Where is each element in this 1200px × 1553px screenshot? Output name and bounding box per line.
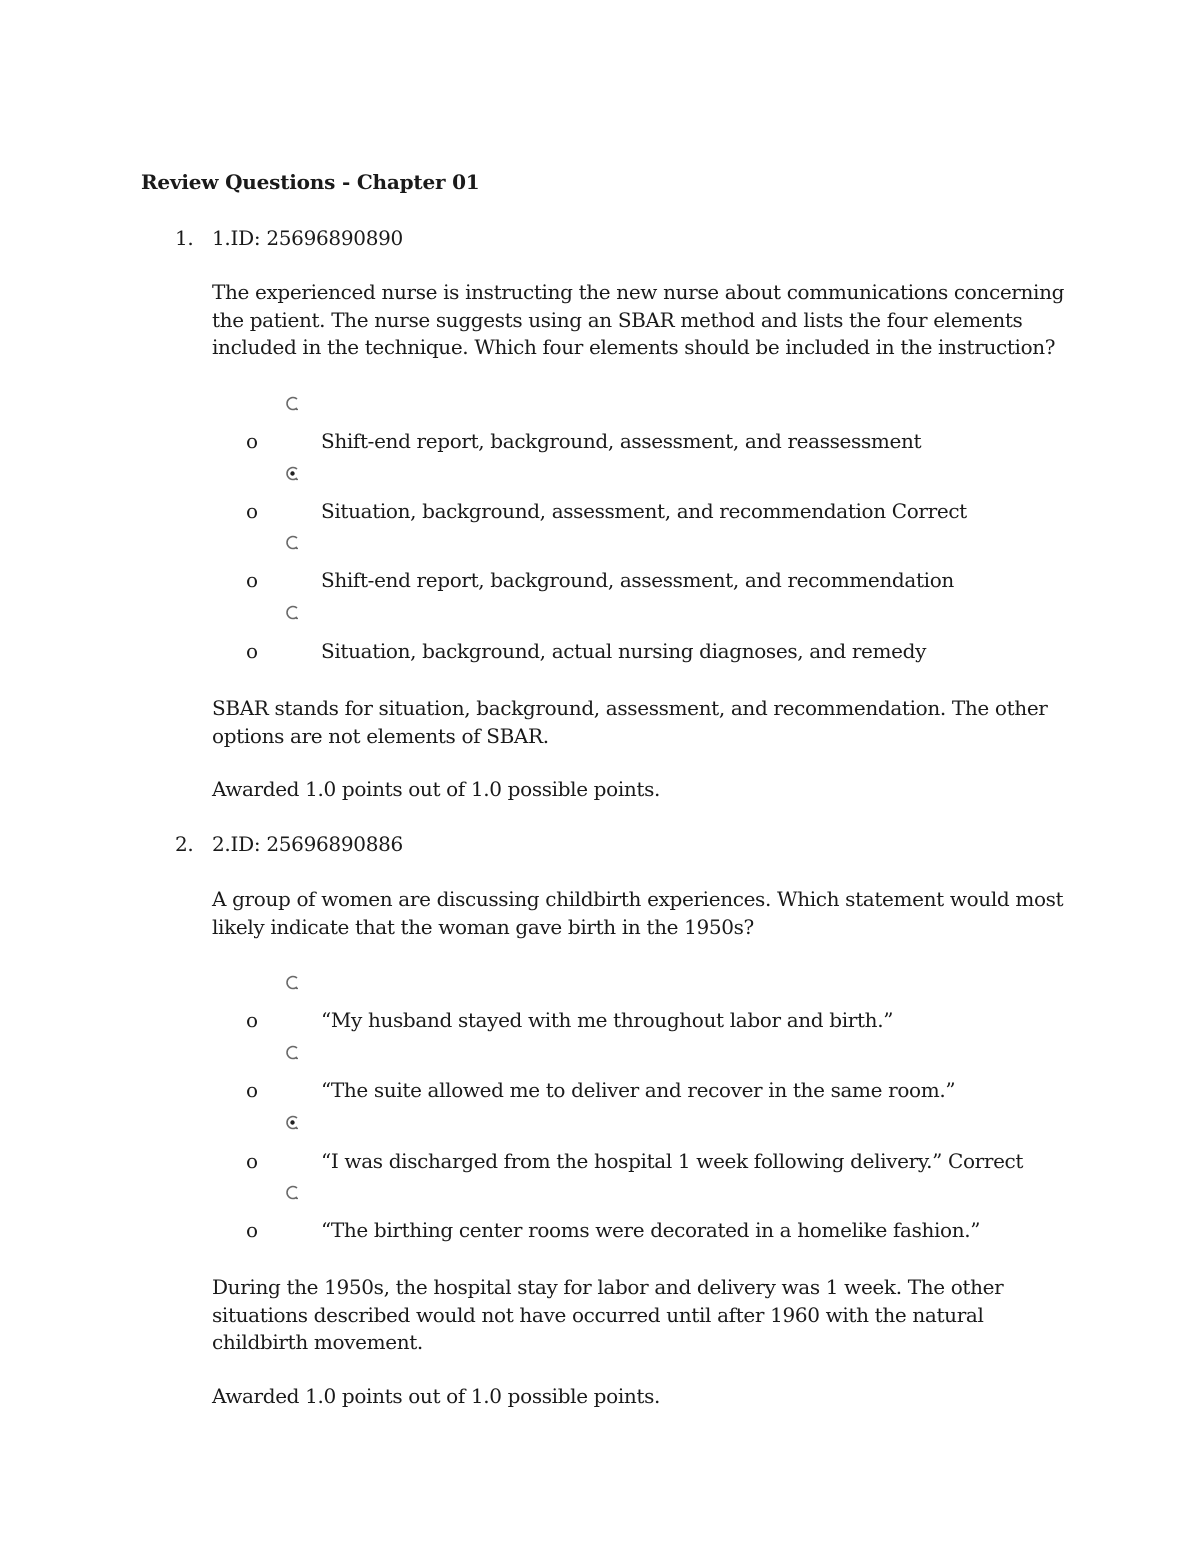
radio-selected-icon[interactable] <box>285 466 300 481</box>
radio-unselected-icon[interactable] <box>285 605 300 620</box>
question-2-rationale: During the 1950s, the hospital stay for labor and delivery was 1 week. The other situations described would not have occurred until after 1960 with the natural childbirth movement. <box>212 1275 1004 1354</box>
question-2-score: Awarded 1.0 points out of 1.0 possible points. <box>212 1384 661 1408</box>
option-bullet: o <box>246 1149 259 1173</box>
question-2-option-2[interactable]: “The suite allowed me to deliver and recover in the same room.” <box>321 1078 956 1102</box>
option-bullet: o <box>246 1008 259 1032</box>
question-1-rationale: SBAR stands for situation, background, assessment, and recommendation. The other options are not elements of SBAR. <box>212 696 1048 748</box>
radio-selected-icon[interactable] <box>285 1115 300 1130</box>
question-2-option-4[interactable]: “The birthing center rooms were decorated in a homelike fashion.” <box>321 1218 981 1242</box>
option-bullet: o <box>246 1218 259 1242</box>
question-1-id: 1.ID: 25696890890 <box>212 226 403 250</box>
document-heading: Review Questions - Chapter 01 <box>141 170 480 194</box>
question-2-option-1[interactable]: “My husband stayed with me throughout labor and birth.” <box>321 1008 894 1032</box>
question-2-id: 2.ID: 25696890886 <box>212 832 403 856</box>
radio-unselected-icon[interactable] <box>285 1185 300 1200</box>
question-1-option-1[interactable]: Shift-end report, background, assessment, and reassessment <box>321 429 922 453</box>
radio-unselected-icon[interactable] <box>285 396 300 411</box>
question-1-prompt: The experienced nurse is instructing the new nurse about communications concerning the patient. The nurse suggests using an SBAR method and lists the four elements included in the technique. Which four elements should be included in the instruction? <box>212 280 1065 359</box>
question-1-option-3[interactable]: Shift-end report, background, assessment, and recommendation <box>321 568 954 592</box>
radio-unselected-icon[interactable] <box>285 1045 300 1060</box>
radio-unselected-icon[interactable] <box>285 975 300 990</box>
question-1-option-2[interactable]: Situation, background, assessment, and recommendation Correct <box>321 499 967 523</box>
question-1-score: Awarded 1.0 points out of 1.0 possible points. <box>212 777 661 801</box>
question-1-option-4[interactable]: Situation, background, actual nursing diagnoses, and remedy <box>321 639 927 663</box>
question-1-number: 1. <box>175 226 194 250</box>
option-bullet: o <box>246 429 259 453</box>
question-2-option-3[interactable]: “I was discharged from the hospital 1 week following delivery.” Correct <box>321 1149 1024 1173</box>
option-bullet: o <box>246 1078 259 1102</box>
radio-unselected-icon[interactable] <box>285 535 300 550</box>
question-2-number: 2. <box>175 832 194 856</box>
question-2-prompt: A group of women are discussing childbirth experiences. Which statement would most likely indicate that the woman gave birth in the 1950s? <box>212 887 1064 939</box>
option-bullet: o <box>246 568 259 592</box>
option-bullet: o <box>246 639 259 663</box>
option-bullet: o <box>246 499 259 523</box>
